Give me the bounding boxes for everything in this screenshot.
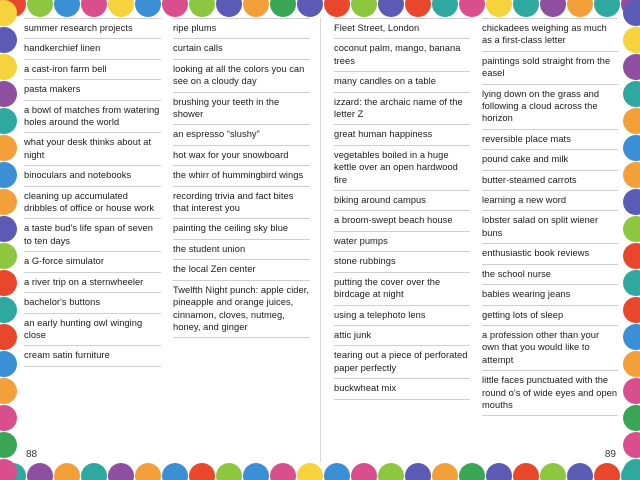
decorative-dot (270, 463, 296, 480)
list-item: what your desk thinks about at night (24, 133, 161, 166)
decorative-dot (567, 0, 593, 17)
decorative-dot (324, 0, 350, 17)
list-item: tearing out a piece of perforated paper perfectly (334, 346, 470, 379)
list-item: Fleet Street, London (334, 18, 470, 39)
list-item: the school nurse (482, 265, 618, 285)
list-item: pasta makers (24, 80, 161, 100)
decorative-dot (378, 463, 404, 480)
list-item: vegetables boiled in a huge kettle over an open hardwood fire (334, 146, 470, 191)
page-number-left: 88 (26, 449, 38, 460)
decorative-dot (405, 0, 431, 17)
decorative-dot (459, 463, 485, 480)
decorative-dot (432, 0, 458, 17)
decorative-dot (297, 463, 323, 480)
decorative-dot (459, 0, 485, 17)
right-page-columns (334, 18, 618, 418)
entry-list (173, 18, 310, 338)
decorative-dot (27, 463, 53, 480)
list-item: the local Zen center (173, 260, 310, 280)
decorative-dot (81, 0, 107, 17)
list-item: ripe plums (173, 18, 310, 39)
list-item: painting the ceiling sky blue (173, 219, 310, 239)
decorative-dot (243, 463, 269, 480)
list-item: a river trip on a sternwheeler (24, 273, 161, 293)
decorative-dot (540, 0, 566, 17)
list-item: a bowl of matches from watering holes around the world (24, 101, 161, 134)
left-page-column-1 (24, 18, 161, 418)
left-page-column-2 (173, 18, 310, 418)
decorative-dot (351, 0, 377, 17)
decorative-dot (54, 463, 80, 480)
decorative-dot (243, 0, 269, 17)
list-item: summer research projects (24, 18, 161, 39)
list-item: biking around campus (334, 191, 470, 211)
left-page (14, 18, 320, 462)
entry-list (482, 18, 618, 416)
list-item: using a telephoto lens (334, 306, 470, 326)
decorative-dot (324, 463, 350, 480)
decorative-dot (378, 0, 404, 17)
bottom-dot-border (0, 463, 640, 480)
decorative-dot (486, 463, 512, 480)
decorative-dot (135, 463, 161, 480)
decorative-dot (162, 463, 188, 480)
list-item: looking at all the colors you can see on a cloudy day (173, 60, 310, 93)
top-dot-border (0, 0, 640, 17)
decorative-dot (594, 0, 620, 17)
decorative-dot (351, 463, 377, 480)
decorative-dot (513, 0, 539, 17)
left-page-columns (24, 18, 310, 418)
decorative-dot (594, 463, 620, 480)
decorative-dot (108, 0, 134, 17)
list-item: binoculars and notebooks (24, 166, 161, 186)
decorative-dot (567, 463, 593, 480)
list-item: coconut palm, mango, banana trees (334, 39, 470, 72)
list-item: cleaning up accumulated dribbles of office or house work (24, 187, 161, 220)
decorative-dot (405, 463, 431, 480)
list-item: handkerchief linen (24, 39, 161, 59)
decorative-dot (27, 0, 53, 17)
list-item: many candles on a table (334, 72, 470, 92)
list-item: learning a new word (482, 191, 618, 211)
list-item: the whirr of hummingbird wings (173, 166, 310, 186)
right-page (320, 18, 626, 462)
list-item: little faces punctuated with the round o's of wide eyes and open mouths (482, 371, 618, 416)
list-item: the student union (173, 240, 310, 260)
list-item: lying down on the grass and following a cloud across the horizon (482, 85, 618, 130)
list-item: an espresso “slushy” (173, 125, 310, 145)
right-page-column-2 (482, 18, 618, 418)
decorative-dot (513, 463, 539, 480)
decorative-dot (270, 0, 296, 17)
list-item: enthusiastic book reviews (482, 244, 618, 264)
right-page-column-1 (334, 18, 470, 418)
decorative-dot (0, 459, 17, 480)
list-item: cream satin furniture (24, 346, 161, 366)
list-item: a cast-iron farm bell (24, 60, 161, 80)
list-item: recording trivia and fact bites that interest you (173, 187, 310, 220)
decorative-dot (623, 459, 640, 480)
entry-list (334, 18, 470, 400)
list-item: hot wax for your snowboard (173, 146, 310, 166)
list-item: brushing your teeth in the shower (173, 93, 310, 126)
list-item: putting the cover over the birdcage at night (334, 273, 470, 306)
list-item: reversible place mats (482, 130, 618, 150)
decorative-dot (432, 463, 458, 480)
list-item: paintings sold straight from the easel (482, 52, 618, 85)
list-item: babies wearing jeans (482, 285, 618, 305)
list-item: bachelor's buttons (24, 293, 161, 313)
list-item: lobster salad on split wiener buns (482, 211, 618, 244)
decorative-dot (486, 0, 512, 17)
list-item: butter-steamed carrots (482, 171, 618, 191)
list-item: a G-force simulator (24, 252, 161, 272)
decorative-dot (216, 463, 242, 480)
page-number-right: 89 (604, 449, 616, 460)
list-item: pound cake and milk (482, 150, 618, 170)
list-item: Twelfth Night punch: apple cider, pineapple and orange juices, cinnamon, cloves, nutmeg, honey, and ginger (173, 281, 310, 339)
list-item: buckwheat mix (334, 379, 470, 399)
decorative-dot (162, 0, 188, 17)
list-item: curtain calls (173, 39, 310, 59)
decorative-dot (297, 0, 323, 17)
list-item: an early hunting owl winging close (24, 314, 161, 347)
spread (14, 18, 626, 462)
entry-list (24, 18, 161, 367)
decorative-dot (54, 0, 80, 17)
list-item: stone rubbings (334, 252, 470, 272)
list-item: getting lots of sleep (482, 306, 618, 326)
decorative-dot (135, 0, 161, 17)
list-item: a taste bud's life span of seven to ten days (24, 219, 161, 252)
list-item: chickadees weighing as much as a first-class letter (482, 18, 618, 52)
decorative-dot (540, 463, 566, 480)
list-item: water pumps (334, 232, 470, 252)
decorative-dot (216, 0, 242, 17)
decorative-dot (189, 463, 215, 480)
list-item: a profession other than your own that you would like to attempt (482, 326, 618, 371)
list-item: attic junk (334, 326, 470, 346)
list-item: a broom-swept beach house (334, 211, 470, 231)
decorative-dot (108, 463, 134, 480)
list-item: great human happiness (334, 125, 470, 145)
list-item: izzard: the archaic name of the letter Z (334, 93, 470, 126)
decorative-dot (81, 463, 107, 480)
decorative-dot (189, 0, 215, 17)
